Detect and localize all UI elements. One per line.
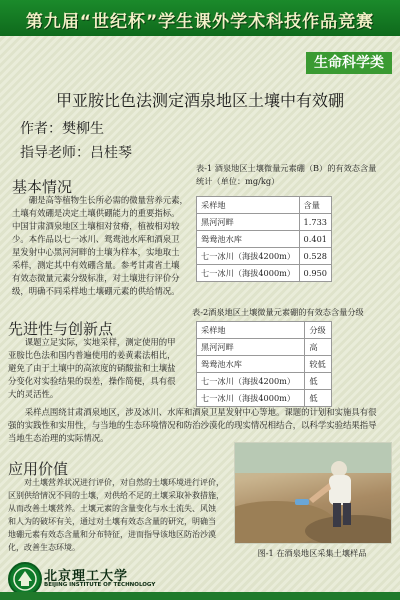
figure-caption: 图-1 在酒泉地区采集土壤样品 xyxy=(257,548,367,558)
table-cell: 低 xyxy=(305,390,332,407)
table-cell: 七一冰川（海拔4000m） xyxy=(197,390,305,407)
text-line: 级，明确不同采样地土壤硼元素的供给情况。 xyxy=(12,286,180,296)
table-row xyxy=(197,248,332,265)
text-line: 亚胺比色法和国内普遍使用的姜黄素法相比， xyxy=(8,350,176,360)
caption-line: 表-1 酒泉地区土壤微量元素硼（B）的有效态含量 xyxy=(196,163,377,173)
table-cell: 0.528 xyxy=(299,248,331,265)
table-cell: 七一冰川（海拔4200m） xyxy=(197,248,300,265)
table-cell: 低 xyxy=(305,373,332,390)
table-row xyxy=(197,390,332,407)
text-line: 强的实践性和实用性，与当地的生态环境情况和防治沙漠化的现实情况相结合，以科学实验结果指导 xyxy=(8,420,377,430)
text-line: 区别供给情况不同的土壤，对供给不足的土壤采取补救措施， xyxy=(8,491,224,500)
table-cell: 1.733 xyxy=(299,214,331,231)
table-cell: 七一冰川（海拔4200m） xyxy=(197,373,305,390)
text-line: 少。本作品以七一冰川、鸳鸯池水库和酒泉卫 xyxy=(12,234,180,244)
text-line: 中国甘肃酒泉地区土壤相对贫瘠，植被相对较 xyxy=(12,221,180,231)
text-line: 和人为的破坏有关，通过对土壤有效态含量的研究，明确当 xyxy=(8,517,216,526)
text-line: 分变化对实验结果的误差，操作简便，具有很 xyxy=(8,376,176,386)
text-line: 土壤有效硼是决定土壤供硼能力的重要指标。 xyxy=(12,208,180,218)
table-header-cell: 含量 xyxy=(299,197,331,214)
poster-title: 甲亚胺比色法测定酒泉地区土壤中有效硼 xyxy=(55,91,344,110)
table1-caption xyxy=(196,162,394,188)
text-line: 对土壤营养状况进行评价，对自然的土壤环境进行评价， xyxy=(24,478,224,487)
table2-caption: 表-2酒泉地区土壤微量元素硼的有效态含量分级 xyxy=(192,307,364,317)
table-cell: 0.401 xyxy=(299,231,331,248)
section-heading-basic: 基本情况 xyxy=(12,178,73,196)
text-line: 从而改善土壤营养。土壤元素的含量变化与水土流失、风蚀 xyxy=(8,504,216,513)
competition-title: 第九届“世纪杯”学生课外学术科技作品竞赛 xyxy=(25,12,375,32)
table-row xyxy=(197,339,332,356)
table-row xyxy=(197,265,332,282)
table-cell: 鸳鸯池水库 xyxy=(197,231,300,248)
text-line: 大的灵活性。 xyxy=(8,389,59,399)
text-line: 当地生态治理的实际情况。 xyxy=(8,433,109,443)
caption-line: 统计（单位：mg/kg） xyxy=(196,176,280,186)
text-line: 硼是高等植物生长所必需的微量营养元素， xyxy=(28,195,188,205)
table-header-cell: 采样地 xyxy=(197,197,300,214)
category-badge: 生命科学类 xyxy=(306,52,392,74)
advisor-label: 指导老师：吕桂琴 xyxy=(20,145,132,161)
text-line: 有效态微量元素分级标准，对土壤进行评价分 xyxy=(12,273,180,283)
university-name: 北京理工大学 xyxy=(44,569,129,584)
table1 xyxy=(196,196,332,282)
table-cell: 鸳鸯池水库 xyxy=(197,356,305,373)
table-row xyxy=(197,373,332,390)
author-label: 作者：樊柳生 xyxy=(20,121,104,137)
text-line: 避免了由于土壤中的高浓度的硝酸盐和土壤盐 xyxy=(8,363,176,373)
table-header-cell: 采样地 xyxy=(197,322,305,339)
bottom-bar xyxy=(0,592,400,600)
table-header-row xyxy=(197,322,332,339)
table-cell: 较低 xyxy=(305,356,332,373)
text-line: 采样，测定其中有效硼含量。参考甘肃省土壤 xyxy=(12,260,180,270)
table-row xyxy=(197,214,332,231)
application-paragraph xyxy=(8,476,232,554)
photo-illustration xyxy=(235,443,391,543)
table-cell: 黑河河畔 xyxy=(197,339,305,356)
logo-emblem-icon xyxy=(10,564,40,594)
table-cell: 0.950 xyxy=(299,265,331,282)
table-cell: 高 xyxy=(305,339,332,356)
soil-sampling-photo xyxy=(234,442,392,544)
section-heading-innovation: 先进性与创新点 xyxy=(8,320,114,338)
section-heading-application: 应用价值 xyxy=(8,460,69,478)
university-name-en: BEIJING INSTITUTE OF TECHNOLOGY xyxy=(44,582,156,588)
table-cell: 七一冰川（海拔4000m） xyxy=(197,265,300,282)
text-line: 地硼元素有效态含量和分布特征，进而指导该地区防治沙漠 xyxy=(8,530,216,539)
innovation-paragraph xyxy=(8,336,188,401)
text-line: 课题立足实际，实地采样，测定使用的甲 xyxy=(24,337,176,347)
text-line: 采样点围绕甘肃酒泉地区，涉及冰川、水库和酒泉卫星发射中心等地。课题的计划和实施具有很 xyxy=(24,407,377,417)
innovation-paragraph-2 xyxy=(8,406,392,445)
table-header-row xyxy=(197,197,332,214)
table-cell: 黑河河畔 xyxy=(197,214,300,231)
header-banner xyxy=(0,0,400,36)
table-header-cell: 分级 xyxy=(305,322,332,339)
text-line: 星发射中心黑河河畔的土壤为样本，实地取土 xyxy=(12,247,180,257)
table2 xyxy=(196,321,332,407)
university-logo xyxy=(8,562,42,596)
table-row xyxy=(197,231,332,248)
table-row xyxy=(197,356,332,373)
text-line: 化，改善生态环境。 xyxy=(8,543,80,552)
basic-paragraph xyxy=(12,194,188,298)
